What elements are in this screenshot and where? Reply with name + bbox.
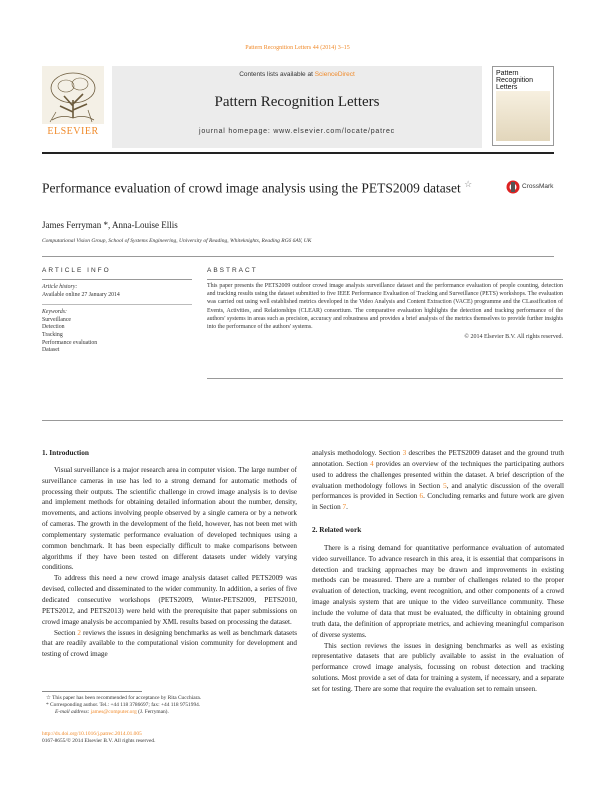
cover-title: Pattern Recognition Letters	[496, 70, 533, 91]
article-title: Performance evaluation of crowd image analysis using the PETS2009 dataset ☆	[42, 179, 473, 196]
author-affiliation: Computational Vision Group, School of Systems Engineering, University of Reading, Whiteknights, Reading RG6 6AY, UK	[42, 238, 312, 244]
article-info	[42, 267, 192, 355]
affiliation-rule	[42, 256, 554, 257]
history-value: Available online 27 January 2014	[42, 291, 120, 298]
abstract-bottom-rule	[207, 378, 563, 379]
crossmark-label: CrossMark	[522, 183, 554, 190]
keyword: Detection	[42, 324, 65, 331]
introduction-heading: 1. Introduction	[42, 448, 89, 457]
keyword: Tracking	[42, 331, 63, 338]
keywords-rule	[42, 304, 192, 305]
sciencedirect-link[interactable]: ScienceDirect	[314, 71, 355, 78]
contents-line: Contents lists available at ScienceDirect	[239, 71, 355, 78]
doi-link[interactable]: http://dx.doi.org/10.1016/j.patrec.2014.01.005	[42, 731, 142, 737]
section-ref-link[interactable]: 7	[342, 503, 347, 512]
intro-paragraph: Visual surveillance is a major research area in computer vision. The large number of surveillance cameras in use has led to a strong demand for automatic methods of processing their outputs. The scientific challenge in crowd image analysis is to devise and implement methods for obtaining detailed information about the number, density, movements, and actions involving people observed by a single camera or by a network of cameras. The growth in the development of the field, however, has not been met with complementary systematic performance evaluation of developed techniques using a common benchmark. It has been especially difficult to make comparisons between algorithms if they have been tested on different datasets under widely varying conditions.	[42, 465, 297, 572]
elsevier-logo	[42, 66, 104, 138]
article-identifiers	[42, 731, 342, 745]
crossmark-badge[interactable]	[506, 178, 556, 200]
abstract-heading: ABSTRACT	[207, 267, 258, 274]
footnote: E-mail address: james@computer.org (J. Ferryman).	[55, 709, 169, 716]
publisher-name: ELSEVIER	[47, 126, 99, 137]
header-rule	[42, 152, 554, 154]
title-footnote-star: ☆	[464, 179, 473, 189]
footnote: ☆ This paper has been recommended for acceptance by Rita Cucchiara.	[46, 695, 202, 701]
related-work-heading: 2. Related work	[312, 525, 362, 535]
section-ref-link[interactable]: 5	[443, 481, 447, 490]
article-info-heading: ARTICLE INFO	[42, 267, 111, 274]
article-info-rule	[42, 279, 192, 280]
journal-cover	[492, 66, 554, 146]
keyword: Dataset	[42, 347, 60, 354]
keyword: Performance evaluation	[42, 339, 98, 346]
section-ref-link[interactable]: 3	[402, 449, 407, 457]
keywords-label: Keywords:	[42, 309, 67, 316]
crossmark-icon	[506, 180, 520, 194]
journal-header	[42, 66, 554, 148]
keyword: Surveillance	[42, 316, 71, 323]
abstract-rule	[207, 279, 563, 280]
intro-continuation: analysis methodology. Section 3 describes the PETS2009 dataset and the ground truth annotation. Section 4 provides an overview of the techniques the participating authors used to address the challenges presented within the dataset. A brief description of the evaluation methodology follows in Section 5, and analytic discussion of the overall performances is provided in Section 6. Concluding remarks and future work are given in Section 7.	[312, 449, 564, 512]
right-column	[312, 448, 564, 695]
footnotes	[46, 695, 301, 717]
abstract	[207, 282, 563, 341]
author-email-link[interactable]: james@computer.org	[90, 709, 137, 716]
abstract-text: This paper presents the PETS2009 outdoor crowd image analysis surveillance dataset and the performance evaluation of people counting, detection and tracking results using the dataset submitted to five IEEE Performance Evaluation of Tracking and Surveillance (PETS) workshops. The evaluation was carried out using well established metrics developed in the Video Analysis and Content Extraction (VACE) programme and the CLassification of Events, Activities, and Relationships (CLEAR) consortium. The comparative evaluation highlights the detection and tracking performance of the authors' systems in areas such as precision, accuracy and robustness and provides a brief analysis of the metrics themselves to provide further insights into the performance of the authors' systems.	[207, 283, 563, 331]
intro-paragraph: Section 2 reviews the issues in designing benchmarks as well as benchmark datasets that are readily available to the computational vision community for development and testing of crowd image	[42, 628, 297, 659]
abstract-heading-block	[207, 267, 563, 280]
footnote-rule	[42, 691, 142, 692]
journal-name: Pattern Recognition Letters	[214, 94, 380, 110]
author-list: James Ferryman *, Anna-Louise Ellis	[42, 220, 178, 230]
section-ref-link[interactable]: 2	[77, 628, 81, 637]
abstract-copyright: © 2014 Elsevier B.V. All rights reserved.	[464, 334, 563, 341]
section-ref-link[interactable]: 6	[419, 492, 424, 501]
rights-line: 0167-8655/© 2014 Elsevier B.V. All rights reserved.	[42, 738, 156, 744]
history-label: Article history:	[42, 284, 78, 290]
related-work-paragraph: There is a rising demand for quantitative performance evaluation of automated video surveillance. To advance research in this area, it is essential that comparisons in detection and tracking approaches may be drawn and improvements in existing methods can be measured. There are a number of challenges related to the proper evaluation of detection, tracking, event recognition, and other components of a crowd image analysis system that are unique to the video surveillance community. These include the volume of data that must be evaluated, the difficulty in obtaining ground truth data, the definition of appropriate metrics, and achieving meaningful comparison of diverse systems.	[312, 543, 564, 639]
body-top-rule	[42, 420, 563, 421]
journal-homepage[interactable]: journal homepage: www.elsevier.com/locate/patrec	[199, 128, 395, 135]
section-ref-link[interactable]: 4	[370, 459, 374, 468]
journal-banner	[112, 66, 482, 148]
left-column	[42, 448, 297, 660]
related-work-paragraph: This section reviews the issues in designing benchmarks as well as existing representative datasets that are publicly available to assist in the evaluation of performance crowd image analysis, focussing on robust detection and tracking solutions. Most provide a set of data for training a system, if necessary, and a separate set for testing. There are some that require the evaluation set to remain unseen.	[312, 641, 564, 693]
intro-paragraph: To address this need a new crowd image analysis dataset called PETS2009 was devised, collected and disseminated to the wider community. In addition, a series of five dedicated consecutive workshops (PETS2009, Winter-PETS2009, PETS2010, PETS2012, and PETS2013) were held with the prerequisite that paper submissions on crowd image analysis be accompanied by XML results based on processing the dataset.	[42, 574, 297, 626]
footnote: * Corresponding author. Tel.: +44 118 3786697; fax: +44 118 9751994.	[46, 702, 201, 709]
journal-citation[interactable]: Pattern Recognition Letters 44 (2014) 3–15	[245, 45, 350, 51]
cover-image	[496, 91, 550, 141]
